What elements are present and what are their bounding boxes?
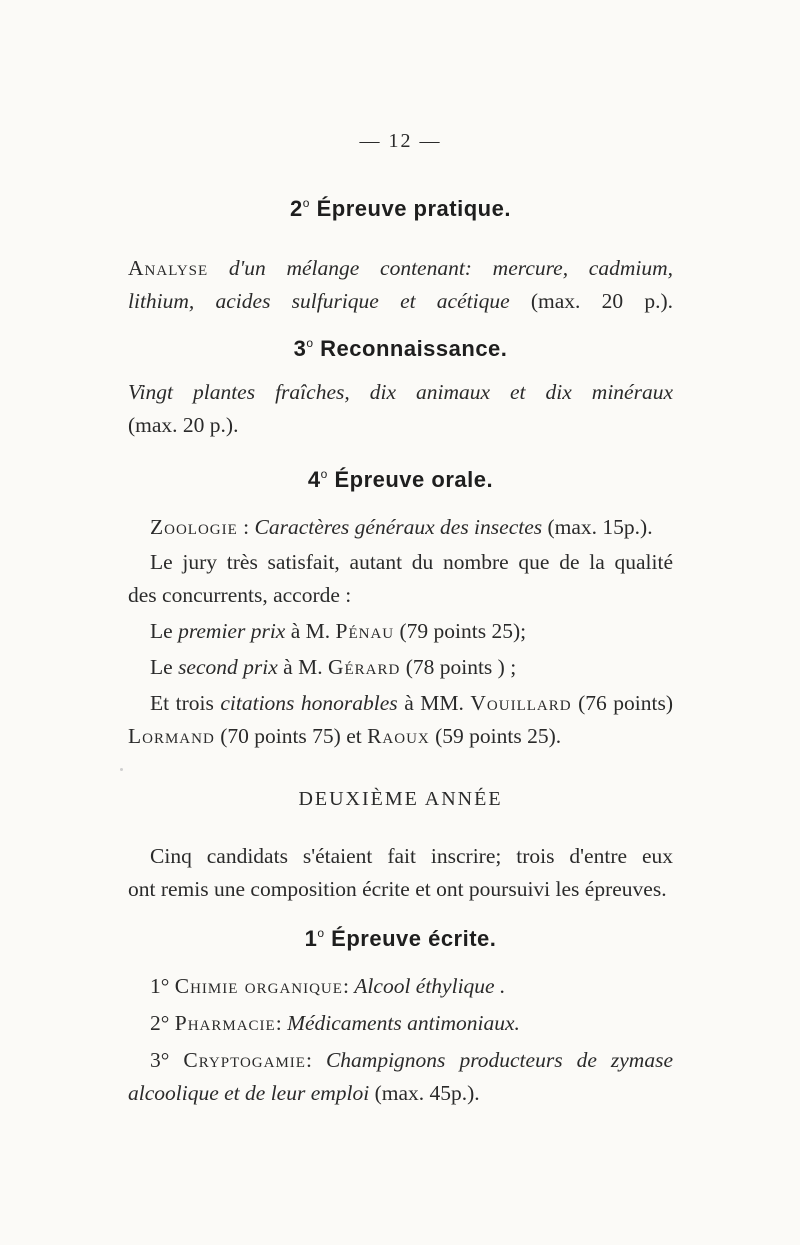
section-title: Épreuve écrite. <box>331 926 497 951</box>
zoologie-line <box>128 511 673 544</box>
analyse-text-2: lithium, acides sulfurique et acétique <box>128 289 510 313</box>
item-number: 2° <box>150 1011 170 1035</box>
section-heading-pratique <box>128 196 673 222</box>
degree-mark: o <box>317 926 325 940</box>
citation-name-lormand: Lormand <box>128 724 215 748</box>
item-text: Champignons producteurs de zymase <box>325 1048 673 1072</box>
prize-second-label: second prix <box>178 655 278 679</box>
citation-name-vouillard: Vouillard <box>470 691 572 715</box>
analyse-label: Analyse <box>128 256 209 280</box>
prize-second-mid: à M. <box>277 655 328 679</box>
prize-first-points: (79 points 25); <box>394 619 527 643</box>
deuxieme-paragraph <box>128 840 673 906</box>
document-page <box>128 0 673 1245</box>
citations-line-2 <box>128 720 673 753</box>
zoologie-sep: : <box>237 515 255 539</box>
ecrite-paragraph <box>128 970 673 1110</box>
oral-paragraph <box>128 511 673 753</box>
item-number: 1° <box>150 974 170 998</box>
prize-first-line <box>128 615 673 648</box>
citation-name-raoux: Raoux <box>367 724 430 748</box>
section-number: 1 <box>304 926 318 951</box>
citations-pre: Et trois <box>150 691 221 715</box>
section-title: Épreuve pratique. <box>316 196 511 221</box>
analyse-line-1 <box>128 252 673 285</box>
item-label: Pharmacie <box>174 1011 276 1035</box>
ecrite-item-3-cont <box>128 1077 673 1110</box>
prize-first-pre: Le <box>150 619 179 643</box>
citations-line-1 <box>128 687 673 720</box>
section-heading-reconnaissance <box>128 336 673 362</box>
item-label: Cryptogamie <box>183 1048 306 1072</box>
analyse-text-1: d'un mélange contenant: mercure, cadmium, <box>228 256 673 280</box>
ecrite-item-1: 1° Chimie organique: Alcool éthylique . <box>150 974 506 998</box>
analyse-line-2 <box>128 285 673 318</box>
prize-first-mid: à M. <box>285 619 336 643</box>
section-number: 2 <box>290 196 303 221</box>
paper-speck <box>120 768 123 771</box>
prize-second-name: Gérard <box>327 655 401 679</box>
section-heading-orale <box>128 467 673 493</box>
citation-points-raoux: (59 points 25). <box>429 724 562 748</box>
prize-second-line <box>128 651 673 684</box>
analyse-max: (max. 20 p.). <box>530 289 673 313</box>
reconnaissance-line-1: Vingt plantes fraîches, dix animaux et dix minéraux <box>128 380 673 404</box>
item-label: Chimie organique <box>174 974 343 998</box>
item-max: (max. 45p.). <box>369 1081 480 1105</box>
item-text: Alcool éthylique . <box>354 974 506 998</box>
page-number: — 12 — <box>359 130 442 152</box>
item-text: Médicaments antimoniaux. <box>287 1011 520 1035</box>
citation-points-vouillard: (76 points) <box>571 691 673 715</box>
section-title: Épreuve orale. <box>334 467 494 492</box>
reconnaissance-paragraph <box>128 376 673 442</box>
zoologie-max: (max. 15p.). <box>542 515 653 539</box>
prize-first-label: premier prix <box>178 619 286 643</box>
year-title: DEUXIÈME ANNÉE <box>298 788 503 810</box>
citation-points-lormand: (70 points 75) et <box>214 724 368 748</box>
deuxieme-line-2: ont remis une composition écrite et ont poursuivi les épreuves. <box>128 877 667 901</box>
analyse-paragraph <box>128 252 673 318</box>
section-heading-ecrite <box>128 926 673 952</box>
item-number: 3° <box>150 1048 170 1072</box>
ecrite-item-2: 2° Pharmacie: Médicaments antimoniaux. <box>150 1011 520 1035</box>
zoologie-label: Zoologie <box>150 515 238 539</box>
zoologie-text: Caractères généraux des insectes <box>254 515 543 539</box>
reconnaissance-line-2: (max. 20 p.). <box>128 413 239 437</box>
prize-second-points: (78 points ) ; <box>400 655 517 679</box>
section-number: 3 <box>293 336 307 361</box>
degree-mark: o <box>302 196 310 210</box>
citations-mid: à MM. <box>397 691 471 715</box>
item-text-cont: alcoolique et de leur emploi <box>128 1081 370 1105</box>
section-title: Reconnaissance. <box>320 336 508 361</box>
jury-line-2: des concurrents, accorde : <box>128 583 352 607</box>
prize-first-name: Pénau <box>335 619 395 643</box>
degree-mark: o <box>306 336 314 350</box>
deuxieme-line-1: Cinq candidats s'étaient fait inscrire; trois d'entre eux <box>150 844 673 868</box>
prize-second-pre: Le <box>150 655 179 679</box>
citations-label: citations honorables <box>220 691 398 715</box>
degree-mark: o <box>320 467 328 481</box>
jury-line-1: Le jury très satisfait, autant du nombre que de la qualité <box>150 550 673 574</box>
section-number: 4 <box>307 467 321 492</box>
ecrite-item-3: 3° Cryptogamie: Champignons producteurs de zymase <box>150 1048 673 1072</box>
